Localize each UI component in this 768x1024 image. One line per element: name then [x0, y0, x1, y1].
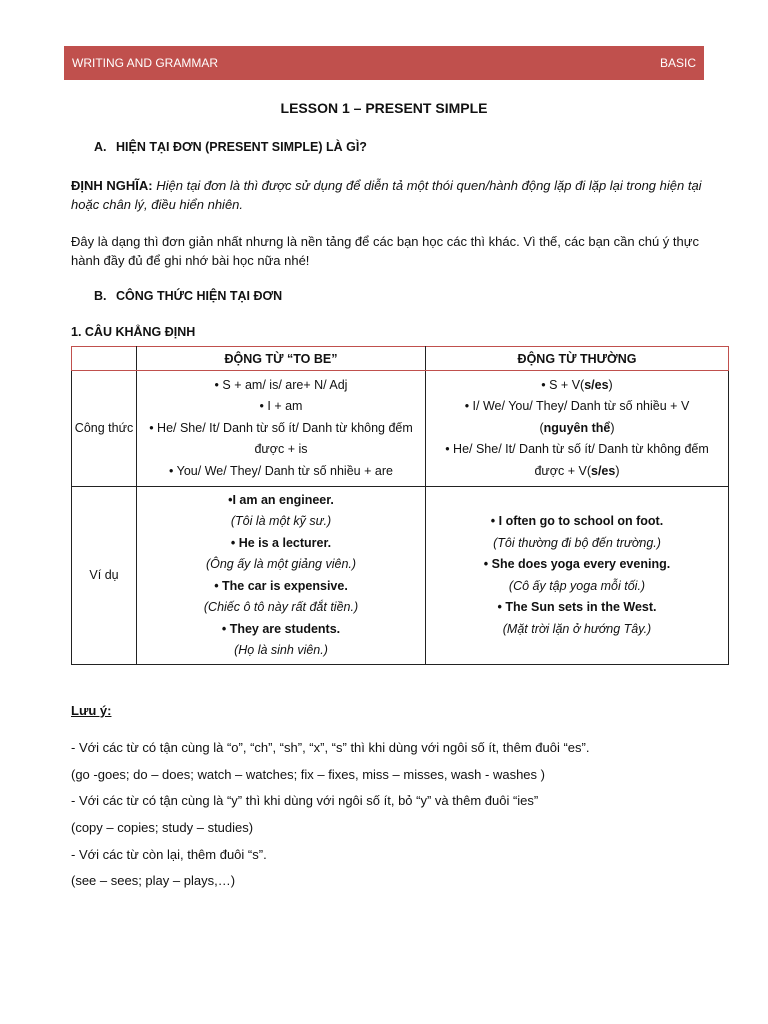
formula-verb-line: • S + V(s/es)	[541, 377, 613, 392]
formula-row	[72, 371, 729, 487]
example-vi: (Ông ấy là một giảng viên.)	[205, 557, 357, 571]
example-en: • The car is expensive.	[214, 578, 348, 593]
table-header-row	[72, 347, 729, 371]
section-b-heading	[94, 289, 282, 303]
note-line: - Với các từ có tận cùng là “o”, “ch”, “sh”, “x”, “s” thì khi dùng với ngôi số ít, thêm đuôi “es”.	[71, 740, 590, 755]
example-en: • I often go to school on foot.	[490, 514, 664, 528]
example-en: • They are students.	[221, 621, 341, 636]
note-line: (copy – copies; study – studies)	[71, 820, 254, 836]
section-a-heading	[94, 140, 367, 154]
header-right-label: BASIC	[659, 56, 696, 70]
example-vi: (Tôi thường đi bộ đến trường.)	[493, 535, 661, 550]
definition-text: Hiện tại đơn là thì được sử dụng để diễn tả một thói quen/hành động lặp đi lặp lại trong hiện tại hoặc chân lý, điều hiển nhiên.	[71, 178, 702, 212]
formula-tobe-cell	[137, 371, 426, 487]
formula-verb-line: • He/ She/ It/ Danh từ số ít/ Danh từ không đếm	[445, 442, 709, 457]
definition-paragraph	[71, 176, 711, 214]
example-en: • She does yoga every evening.	[483, 557, 671, 571]
formula-label: Công thức	[74, 420, 134, 435]
lesson-title: LESSON 1 – PRESENT SIMPLE	[280, 100, 488, 116]
example-en: • The Sun sets in the West.	[497, 600, 657, 614]
formula-verb-line: (nguyên thể)	[539, 420, 615, 435]
table-header-verb: ĐỘNG TỪ THƯỜNG	[426, 347, 729, 371]
example-label-cell	[72, 487, 137, 665]
note-line: - Với các từ còn lại, thêm đuôi “s”.	[71, 846, 267, 862]
formula-table	[71, 346, 729, 665]
formula-label-cell	[72, 371, 137, 487]
formula-verb-line: được + V(s/es)	[534, 463, 620, 478]
page-header-bar	[64, 46, 704, 80]
example-vi: (Mặt trời lặn ở hướng Tây.)	[502, 621, 652, 636]
example-vi: (Tôi là một kỹ sư.)	[230, 514, 332, 528]
example-vi: (Họ là sinh viên.)	[234, 643, 328, 657]
note-line: (see – sees; play – plays,…)	[71, 873, 236, 889]
example-vi: (Cô ấy tập yoga mỗi tối.)	[508, 578, 646, 593]
example-tobe-cell	[137, 487, 426, 665]
example-verb-cell	[426, 487, 729, 665]
section-b-letter: B.	[94, 289, 107, 303]
header-left-label: WRITING AND GRAMMAR	[72, 56, 218, 70]
note-line: (go -goes; do – does; watch – watches; fix – fixes, miss – misses, wash - washes )	[71, 766, 545, 782]
definition-label: ĐỊNH NGHĨA:	[71, 178, 153, 193]
subsection-heading: 1. CÂU KHẲNG ĐỊNH	[71, 325, 196, 339]
formula-tobe-line: • I + am	[259, 399, 303, 414]
formula-tobe-line: • He/ She/ It/ Danh từ số ít/ Danh từ không đếm được + is	[149, 420, 413, 457]
intro-paragraph: Đây là dạng thì đơn giản nhất nhưng là nền tảng để các bạn học các thì khác. Vì thế, các bạn cần chú ý thực hành đầy đủ để ghi nhớ bài học nữa nhé!	[71, 234, 699, 268]
formula-tobe-line: • You/ We/ They/ Danh từ số nhiều + are	[169, 463, 393, 478]
example-en: • He is a lecturer.	[230, 535, 332, 550]
formula-verb-cell	[426, 371, 729, 487]
section-a-letter: A.	[94, 140, 107, 154]
notes-list	[71, 738, 589, 898]
formula-verb-line: • I/ We/ You/ They/ Danh từ số nhiều + V	[464, 399, 690, 414]
example-en: •I am an engineer.	[228, 492, 334, 507]
table-header-empty	[72, 347, 137, 371]
example-row	[72, 487, 729, 665]
example-vi: (Chiếc ô tô này rất đắt tiền.)	[203, 600, 359, 614]
section-a-text: HIỆN TẠI ĐƠN (PRESENT SIMPLE) LÀ GÌ?	[116, 140, 367, 154]
notes-heading: Lưu ý:	[71, 703, 112, 718]
formula-tobe-line: • S + am/ is/ are+ N/ Adj	[214, 377, 348, 392]
section-b-text: CÔNG THỨC HIỆN TẠI ĐƠN	[116, 289, 283, 303]
table-header-tobe: ĐỘNG TỪ “TO BE”	[137, 347, 426, 371]
note-line: - Với các từ có tận cùng là “y” thì khi dùng với ngôi số ít, bỏ “y” và thêm đuôi “ies”	[71, 793, 539, 809]
example-label: Ví dụ	[89, 567, 119, 582]
